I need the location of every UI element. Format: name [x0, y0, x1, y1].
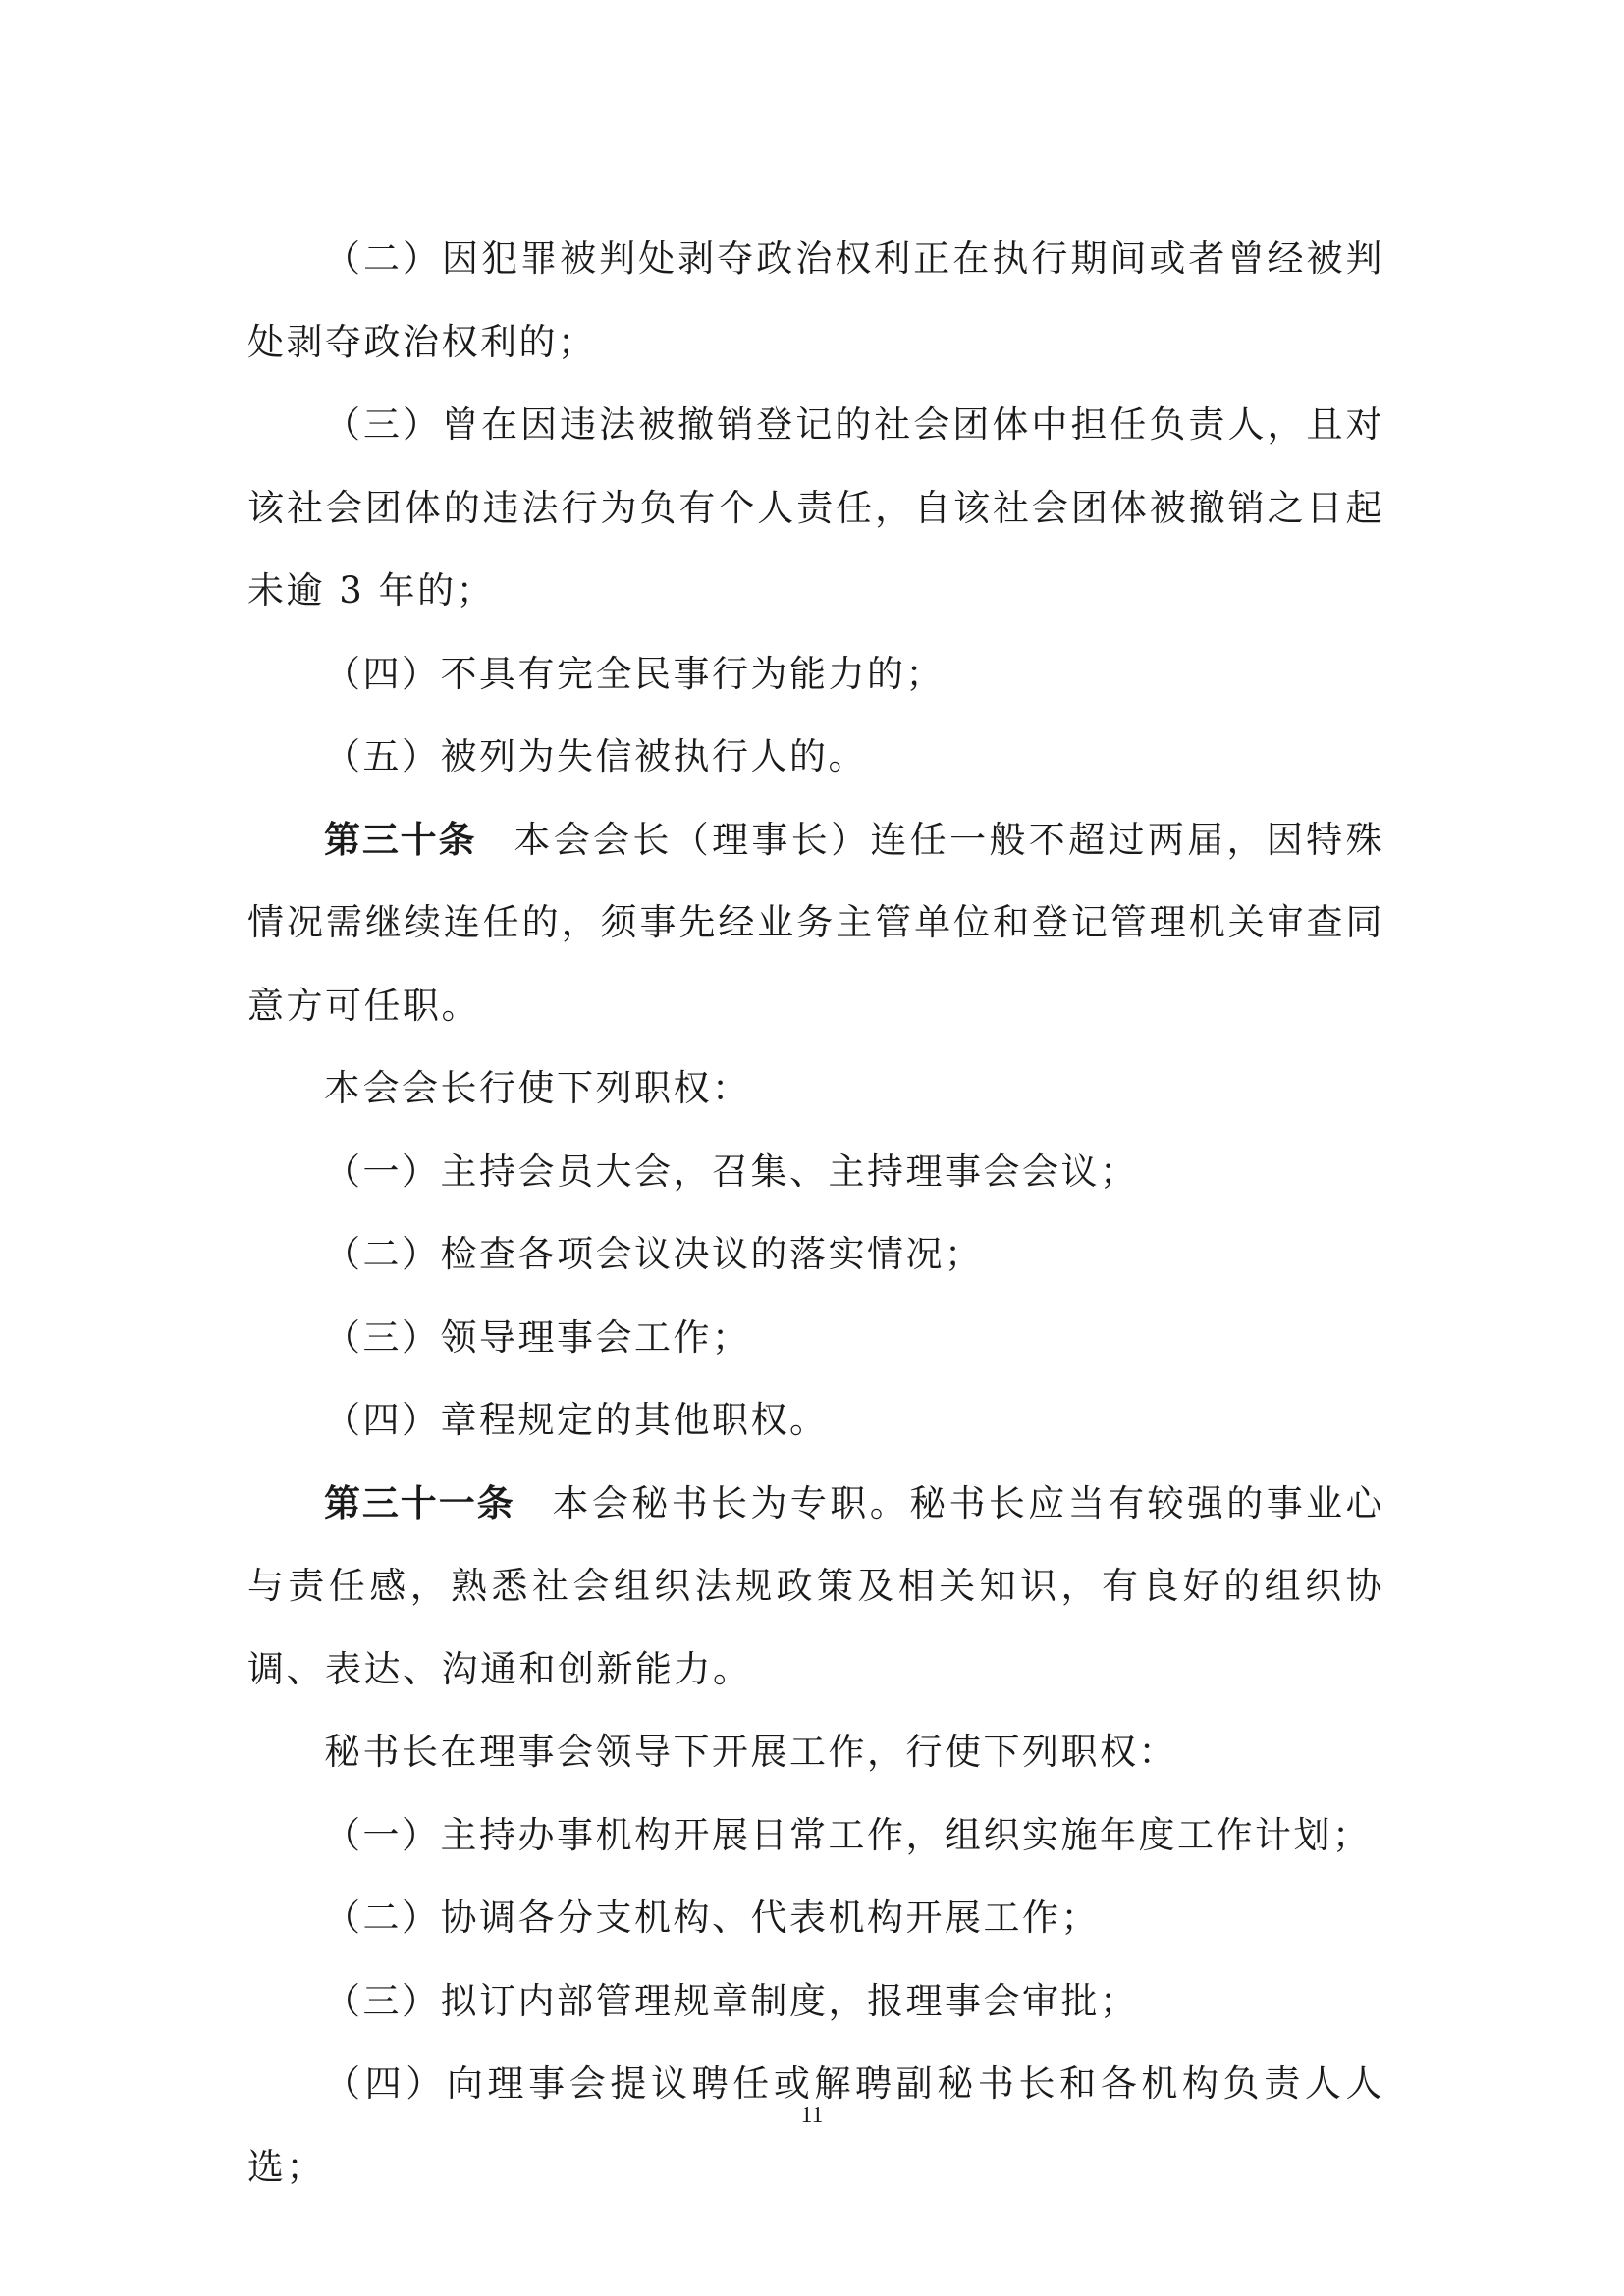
clause-paragraph: （四）不具有完全民事行为能力的；	[324, 652, 945, 695]
article-30-paragraph	[247, 799, 1384, 1048]
clause-paragraph: 本会会长行使下列职权：	[324, 1067, 751, 1109]
clause-paragraph: （四）章程规定的其他职权。	[324, 1399, 829, 1441]
article-31-paragraph	[247, 1463, 1384, 1712]
page-number: 11	[800, 2103, 824, 2128]
clause-paragraph: （二）检查各项会议决议的落实情况；	[324, 1233, 984, 1275]
clause-paragraph: （三）领导理事会工作；	[324, 1315, 751, 1359]
document-page	[247, 218, 1384, 2209]
article-31-heading: 第三十一条	[324, 1481, 515, 1524]
clause-paragraph: （二）因犯罪被判处剥夺政治权利正在执行期间或者曾经被判处剥夺政治权利的；	[247, 238, 1384, 363]
article-31-text: 本会秘书长为专职。秘书长应当有较强的事业心与责任感，熟悉社会组织法规政策及相关知识，有良好的组织协调、表达、沟通和创新能力。	[247, 1481, 1384, 1690]
clause-paragraph: （一）主持办事机构开展日常工作，组织实施年度工作计划；	[324, 1813, 1372, 1856]
clause-paragraph: （三）拟订内部管理规章制度，报理事会审批；	[324, 1979, 1139, 2022]
clause-paragraph: （三）曾在因违法被撤销登记的社会团体中担任负责人，且对该社会团体的违法行为负有个人责任，自该社会团体被撤销之日起未逾 3 年的；	[247, 403, 1384, 612]
clause-paragraph: （五）被列为失信被执行人的。	[324, 735, 867, 777]
article-30-text: 本会会长（理事长）连任一般不超过两届，因特殊情况需继续连任的，须事先经业务主管单位和登记管理机关审查同意方可任职。	[247, 818, 1385, 1027]
clause-paragraph: （四）向理事会提议聘任或解聘副秘书长和各机构负责人人选；	[247, 2062, 1384, 2188]
clause-paragraph: （二）协调各分支机构、代表机构开展工作；	[324, 1896, 1100, 1939]
clause-paragraph: （一）主持会员大会，召集、主持理事会会议；	[324, 1149, 1139, 1193]
article-30-heading: 第三十条	[324, 818, 477, 861]
clause-paragraph: 秘书长在理事会领导下开展工作，行使下列职权：	[324, 1731, 1177, 1773]
